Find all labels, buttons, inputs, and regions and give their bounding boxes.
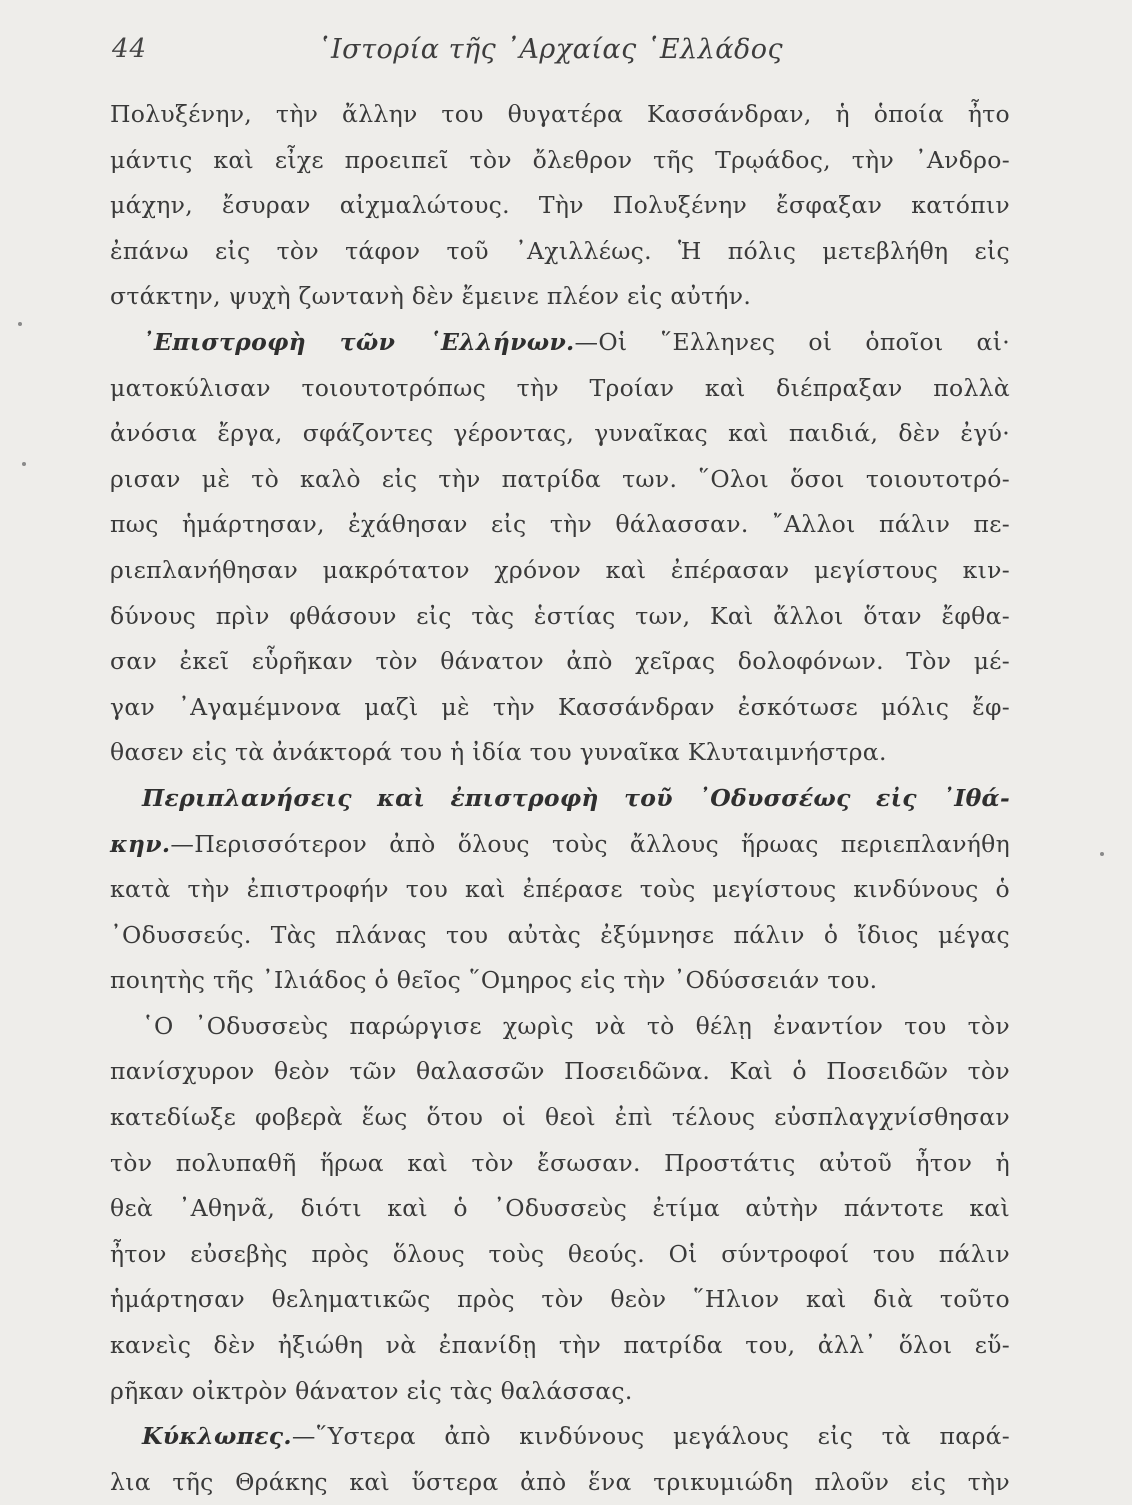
- section-line: [110, 1414, 1010, 1460]
- text-line: ματοκύλισαν τοιουτοτρόπως τὴν Τροίαν καὶ διέπραξαν πολλὰ: [110, 373, 1010, 402]
- section-heading: Κύκλωπες.: [142, 1422, 292, 1451]
- section-text: —Οἱ ῞Ελληνες οἱ ὁποῖοι αἱ·: [574, 327, 1011, 356]
- section-text: —Περισσότερον ἀπὸ ὅλους τοὺς ἄλλους ἥρωας περιεπλανήθη: [170, 829, 1010, 858]
- text-line: κατεδίωξε φοβερὰ ἕως ὅτου οἱ θεοὶ ἐπὶ τέλους εὐσπλαγχνίσθησαν: [110, 1103, 1010, 1132]
- section-heading: Περιπλανήσεις καὶ ἐπιστροφὴ τοῦ ᾿Οδυσσέως εἰς ᾿Ιθά-: [142, 783, 1010, 812]
- text-line: δύνους πρὶν φθάσουν εἰς τὰς ἑστίας των, Καὶ ἄλλοι ὅταν ἔφθα-: [110, 601, 1010, 630]
- text-line: πως ἡμάρτησαν, ἐχάθησαν εἰς τὴν θάλασσαν. ῎Αλλοι πάλιν πε-: [110, 510, 1010, 539]
- paper-speck: [1100, 852, 1104, 856]
- text-line: κανεὶς δὲν ἠξιώθη νὰ ἐπανίδῃ τὴν πατρίδα του, ἀλλ᾿ ὅλοι εὕ-: [110, 1331, 1010, 1360]
- paper-speck: [18, 322, 22, 326]
- text-line: ἀνόσια ἔργα, σφάζοντες γέροντας, γυναῖκας καὶ παιδιά, δὲν ἐγύ·: [110, 419, 1010, 448]
- text-line: ἐπάνω εἰς τὸν τάφον τοῦ ᾿Αχιλλέως. Ἡ πόλις μετεβλήθη εἰς: [110, 236, 1010, 265]
- text-line: Πολυξένην, τὴν ἄλλην του θυγατέρα Κασσάνδραν, ἡ ὁποία ἦτο: [110, 100, 1010, 128]
- body-text: [110, 92, 1010, 1505]
- text-line: γαν ᾿Αγαμέμνονα μαζὶ μὲ τὴν Κασσάνδραν ἐσκότωσε μόλις ἔφ-: [110, 692, 1010, 721]
- text-line: ᾿Οδυσσεύς. Τὰς πλάνας του αὐτὰς ἐξύμνησε πάλιν ὁ ἴδιος μέγας: [110, 920, 1010, 949]
- text-line: ρισαν μὲ τὸ καλὸ εἰς τὴν πατρίδα των. ῞Ολοι ὅσοι τοιουτοτρό-: [110, 464, 1010, 493]
- section-line: [110, 320, 1010, 366]
- running-title: ῾Ιστορία τῆς ᾿Αρχαίας ῾Ελλάδος: [317, 34, 784, 65]
- text-line: ἦτον εὐσεβὴς πρὸς ὅλους τοὺς θεούς. Οἱ σύντροφοί του πάλιν: [110, 1239, 1010, 1268]
- section-line: [110, 776, 1010, 822]
- section-text: —῞Υστερα ἀπὸ κινδύνους μεγάλους εἰς τὰ παρά-: [291, 1422, 1010, 1451]
- text-line: μάχην, ἔσυραν αἰχμαλώτους. Τὴν Πολυξένην ἔσφαξαν κατόπιν: [110, 191, 1010, 220]
- text-line: ἡμάρτησαν θεληματικῶς πρὸς τὸν θεὸν ῞Ηλιον καὶ διὰ τοῦτο: [110, 1285, 1010, 1314]
- text-line: στάκτην, ψυχὴ ζωντανὴ δὲν ἔμεινε πλέον εἰς αὐτήν.: [110, 282, 752, 311]
- section-line: [110, 822, 1010, 868]
- text-line: κατὰ τὴν ἐπιστροφήν του καὶ ἐπέρασε τοὺς μεγίστους κινδύνους ὁ: [110, 875, 1010, 904]
- text-line: θεὰ ᾿Αθηνᾶ, διότι καὶ ὁ ᾿Οδυσσεὺς ἐτίμα αὐτὴν πάντοτε καὶ: [110, 1194, 1010, 1223]
- paper-speck: [22, 462, 26, 466]
- text-line: τὸν πολυπαθῆ ἥρωα καὶ τὸν ἔσωσαν. Προστάτις αὐτοῦ ἦτον ἡ: [110, 1148, 1010, 1177]
- text-line: σαν ἐκεῖ εὗρῆκαν τὸν θάνατον ἀπὸ χεῖρας δολοφόνων. Τὸν μέ-: [110, 647, 1010, 676]
- section-heading: ᾿Επιστροφὴ τῶν ῾Ελλήνων.: [142, 327, 575, 356]
- text-line: ῾Ο ᾿Οδυσσεὺς παρώργισε χωρὶς νὰ τὸ θέλῃ ἐναντίον του τὸν: [142, 1011, 1010, 1040]
- page-header: [112, 34, 1012, 78]
- text-line: ποιητὴς τῆς ᾿Ιλιάδος ὁ θεῖος ῞Ομηρος εἰς τὴν ᾿Οδύσσειάν του.: [110, 966, 878, 995]
- text-line: ριεπλανήθησαν μακρότατον χρόνον καὶ ἐπέρασαν μεγίστους κιν-: [110, 555, 1010, 584]
- text-line: μάντις καὶ εἶχε προειπεῖ τὸν ὄλεθρον τῆς Τρῳάδος, τὴν ᾿Ανδρο-: [110, 145, 1010, 174]
- text-line: θασεν εἰς τὰ ἀνάκτορά του ἡ ἰδία του γυναῖκα Κλυταιμνήστρα.: [110, 738, 887, 767]
- text-line: ρῆκαν οἰκτρὸν θάνατον εἰς τὰς θαλάσσας.: [110, 1376, 633, 1405]
- page-number: 44: [112, 34, 148, 64]
- section-heading: κην.: [110, 829, 171, 858]
- text-line: πανίσχυρον θεὸν τῶν θαλασσῶν Ποσειδῶνα. Καὶ ὁ Ποσειδῶν τὸν: [110, 1057, 1010, 1086]
- text-line: λια τῆς Θράκης καὶ ὕστερα ἀπὸ ἕνα τρικυμιώδη πλοῦν εἰς τὴν: [110, 1467, 1010, 1496]
